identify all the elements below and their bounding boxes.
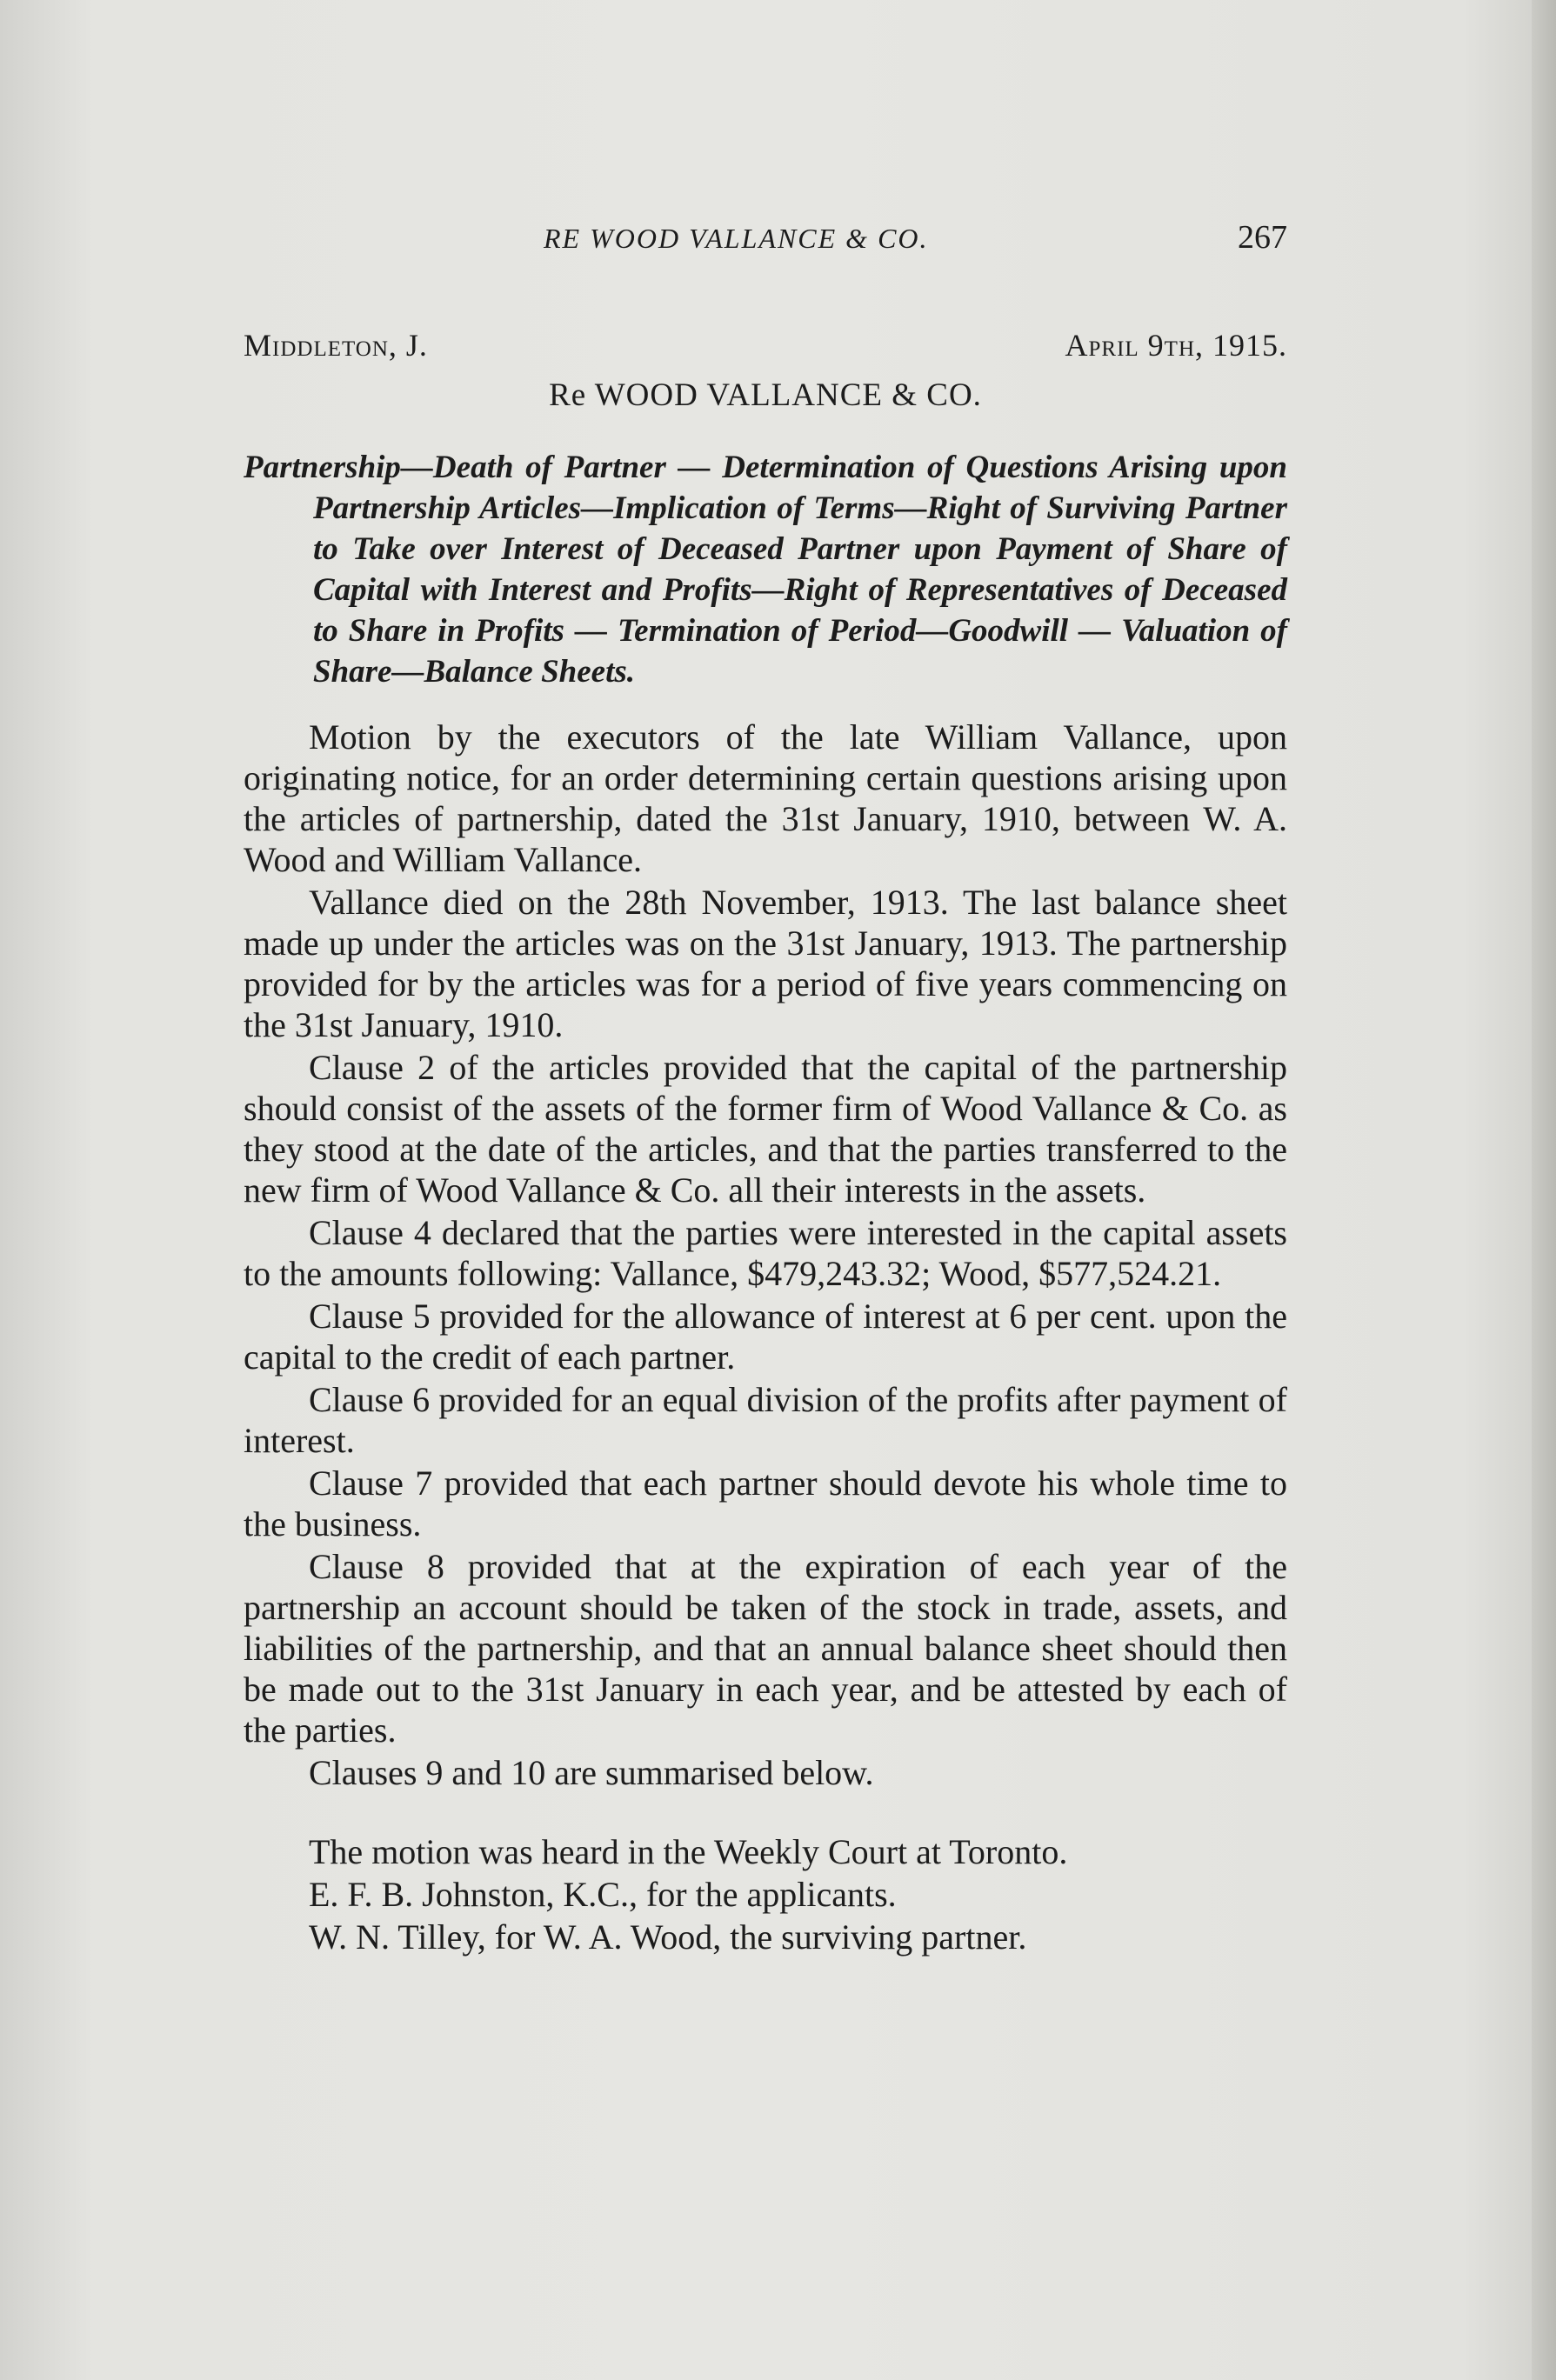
page-number: 267 bbox=[1238, 219, 1287, 256]
paragraph: Motion by the executors of the late William Vallance, upon originating notice, for an order determining certain questions arising upon the articles of partnership, dated the 31st January, 1910, between W. A. Wood and William Vallance. bbox=[244, 717, 1287, 879]
counsel-line: W. N. Tilley, for W. A. Wood, the surviving partner. bbox=[309, 1917, 1027, 1957]
running-header bbox=[244, 217, 1287, 270]
judge-date-line bbox=[244, 325, 1287, 366]
case-title: Re WOOD VALLANCE & CO. bbox=[549, 377, 982, 413]
paragraph: Clause 2 of the articles provided that the capital of the partnership should consist of the assets of the former firm of Wood Vallance & Co. as they stood at the date of the articles, and that the parties transferred to the new firm of Wood Vallance & Co. all their interests in the assets. bbox=[244, 1048, 1287, 1210]
running-title: RE WOOD VALLANCE & CO. bbox=[544, 223, 929, 254]
paragraph: Clause 4 declared that the parties were interested in the capital assets to the amounts following: Vallance, $479,243.32; Wood, $577,524.21. bbox=[244, 1213, 1287, 1293]
counsel-line: E. F. B. Johnston, K.C., for the applicants. bbox=[309, 1875, 897, 1914]
paragraph: Clause 7 provided that each partner should devote his whole time to the business. bbox=[244, 1463, 1287, 1543]
page-spine-edge bbox=[1532, 0, 1556, 2380]
decision-date: April 9th, 1915. bbox=[1065, 328, 1287, 363]
headnote: Partnership—Death of Partner — Determination of Questions Arising upon Partnership Articles—Implication of Terms—Right of Surviving Partner to Take over Interest of Deceased Partner upon Payment of Share of Capital with Interest and Profits—Right of Representatives of Deceased to Share in Profits — Termination of Period—Goodwill — Valuation of Share—Balance Sheets. bbox=[244, 450, 1287, 690]
body-text bbox=[244, 717, 1287, 1957]
paragraph: Clause 8 provided that at the expiration of each year of the partnership an account should be taken of the stock in trade, assets, and liabilities of the partnership, and that an annual balance sheet should then be made out to the 31st January in each year, and be attested by each of the parties. bbox=[244, 1547, 1287, 1750]
paragraph: Vallance died on the 28th November, 1913. The last balance sheet made up under the articles was on the 31st January, 1913. The partnership provided for by the articles was for a period of five years commencing on the 31st January, 1910. bbox=[244, 883, 1287, 1044]
page-content bbox=[244, 217, 1287, 1957]
section-gap bbox=[244, 1793, 1287, 1831]
hearing-note: The motion was heard in the Weekly Court at Toronto. bbox=[309, 1832, 1068, 1871]
paragraph: Clause 5 provided for the allowance of interest at 6 per cent. upon the capital to the credit of each partner. bbox=[244, 1297, 1287, 1377]
paragraph: Clauses 9 and 10 are summarised below. bbox=[309, 1753, 874, 1792]
judge-name: Middleton, J. bbox=[244, 328, 428, 363]
paragraph: Clause 6 provided for an equal division of the profits after payment of interest. bbox=[244, 1380, 1287, 1460]
